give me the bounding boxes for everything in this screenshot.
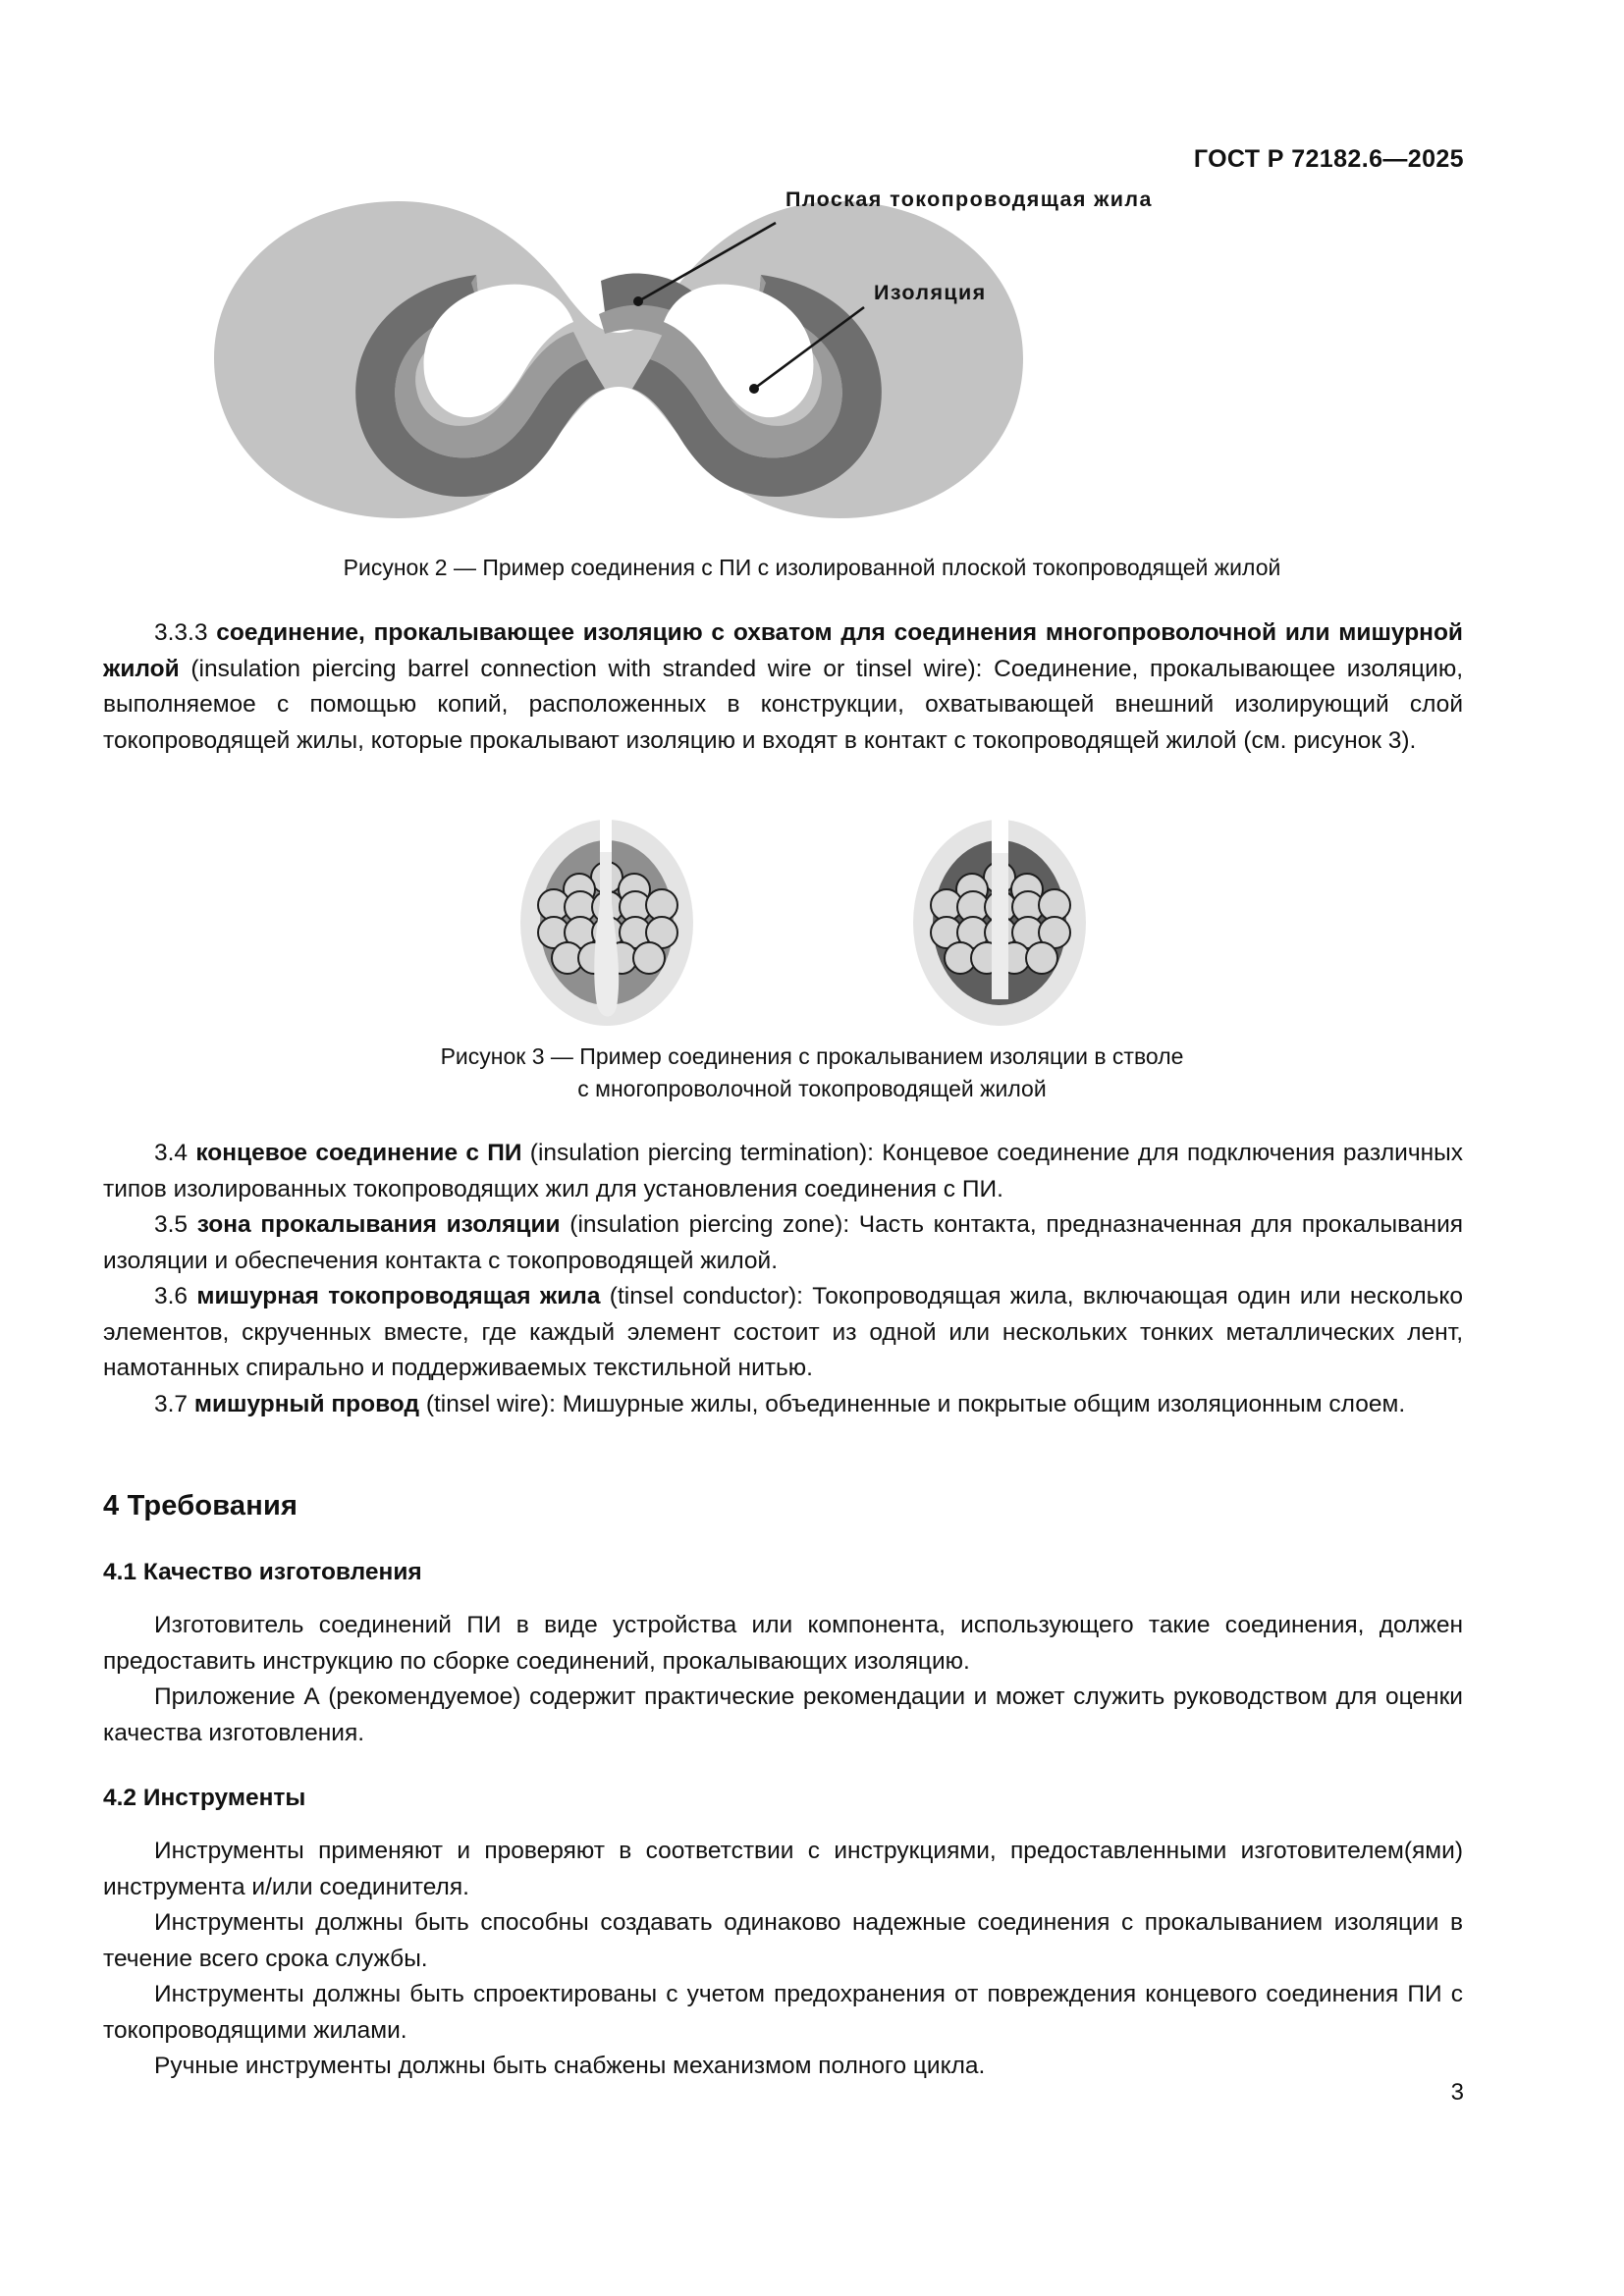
figure-3-caption-line-2: с многопроволочной токопроводящей жилой xyxy=(577,1076,1047,1101)
figure-2-caption: Рисунок 2 — Пример соединения с ПИ с изолированной плоской токопроводящей жилой xyxy=(343,555,1281,580)
clause-3-3-3-term: соединение, прокалывающее изоляцию с охватом для соединения многопроволочной или мишурной жилой xyxy=(103,619,1463,682)
subsection-4-1-paragraph-2: Приложение А (рекомендуемое) содержит практические рекомендации и может служить руководством для оценки качества изготовления. xyxy=(103,1683,1463,1746)
subsection-4-2-paragraph-4: Ручные инструменты должны быть снабжены механизмом полного цикла. xyxy=(154,2053,986,2079)
figure2-insulation-body xyxy=(214,201,1023,518)
clause-3-3-3-english: (insulation piercing barrel connection with stranded wire or tinsel wire): xyxy=(190,655,983,682)
clause-3-5-text xyxy=(103,1207,1463,1279)
subsection-4-2-heading: 4.2 Инструменты xyxy=(103,1785,306,1811)
clause-3-4-definition: Концевое соединение для подключения различных типов изолированных токопроводящих жил для установления соединения с ПИ. xyxy=(103,1140,1463,1202)
section-4-heading: 4 Требования xyxy=(103,1490,298,1522)
clause-3-7-english: (tinsel wire): xyxy=(425,1390,556,1417)
subsection-4-1 xyxy=(103,1559,1463,1751)
clause-3-6-number: 3.6 xyxy=(154,1283,189,1309)
page-number: 3 xyxy=(1450,2079,1464,2106)
clause-3-3-3-text xyxy=(103,615,1463,759)
clause-3-7-term: мишурный провод xyxy=(193,1390,420,1417)
subsection-4-1-heading: 4.1 Качество изготовления xyxy=(103,1559,422,1585)
clause-3-5-term: зона прокалывания изоляции xyxy=(196,1211,561,1238)
figure-3-caption xyxy=(0,1041,1624,1105)
clause-3-4-english: (insulation piercing termination): xyxy=(529,1140,874,1166)
clause-3-7-text xyxy=(103,1387,1463,1423)
clause-3-3-3-number: 3.3.3 xyxy=(154,619,208,646)
clauses-3-4-to-3-7 xyxy=(103,1136,1463,1422)
clause-3-3-3-definition: Соединение, прокалывающее изоляцию, выполняемое с помощью копий, расположенных в конструкции, охватывающей внешний изолирующий слой токопроводящей жилы, которые прокалывают изоляцию и входят в контакт с токопроводящей жилой (см. рисунок 3). xyxy=(103,655,1463,754)
clause-3-5-english: (insulation piercing zone): xyxy=(569,1211,850,1238)
clause-3-5-number: 3.5 xyxy=(154,1211,189,1238)
subsection-4-2 xyxy=(103,1785,1463,2085)
clause-3-7-number: 3.7 xyxy=(154,1390,189,1417)
clause-3-4-term: концевое соединение с ПИ xyxy=(195,1140,522,1166)
figure2-label-flat-conductor: Плоская токопроводящая жила xyxy=(785,187,1153,211)
section-4 xyxy=(103,1490,1463,1522)
clause-3-5-definition: Часть контакта, предназначенная для прокалывания изоляции и обеспечения контакта с токопроводящей жилой. xyxy=(103,1211,1464,1274)
subsection-4-2-paragraph-3: Инструменты должны быть спроектированы с учетом предохранения от повреждения концевого соединения ПИ с токопроводящими жилами. xyxy=(103,1981,1463,2044)
figure-3-caption-line-1: Рисунок 3 — Пример соединения с прокалыванием изоляции в стволе xyxy=(440,1043,1184,1069)
clause-3-4-text xyxy=(103,1136,1463,1207)
clause-3-6-english: (tinsel conductor): xyxy=(609,1283,803,1309)
clause-3-4-number: 3.4 xyxy=(154,1140,189,1166)
figure-3-stranded-conductor-cross-sections xyxy=(461,813,1168,1034)
clause-3-7-definition: Мишурные жилы, объединенные и покрытые общим изоляционным слоем. xyxy=(562,1390,1406,1417)
figure3-right-cross-section xyxy=(913,818,1086,1026)
subsection-4-2-paragraph-1: Инструменты применяют и проверяют в соответствии с инструкциями, предоставленными изготовителем(ями) инструмента и/или соединителя. xyxy=(103,1838,1463,1900)
figure3-left-cross-section xyxy=(520,818,693,1026)
clause-3-6-term: мишурная токопроводящая жила xyxy=(196,1283,601,1309)
figure2-label-insulation: Изоляция xyxy=(874,281,987,304)
figure-2-flat-conductor-cross-section xyxy=(177,177,1335,540)
clause-3-6-text xyxy=(103,1279,1463,1387)
clause-3-3-3 xyxy=(103,615,1463,759)
clause-3-6-definition: Токопроводящая жила, включающая один или несколько элементов, скрученных вместе, где каждый элемент состоит из одной или нескольких тонких металлических лент, намотанных спирально и поддерживаемых текстильной нитью. xyxy=(103,1283,1464,1381)
document-header-standard-number: ГОСТ Р 72182.6—2025 xyxy=(1193,145,1464,173)
subsection-4-1-paragraph-1: Изготовитель соединений ПИ в виде устройства или компонента, использующего такие соединения, должен предоставить инструкцию по сборке соединений, прокалывающих изоляцию. xyxy=(103,1612,1463,1675)
subsection-4-2-paragraph-2: Инструменты должны быть способны создавать одинаково надежные соединения с прокалыванием изоляции в течение всего срока службы. xyxy=(103,1909,1463,1972)
